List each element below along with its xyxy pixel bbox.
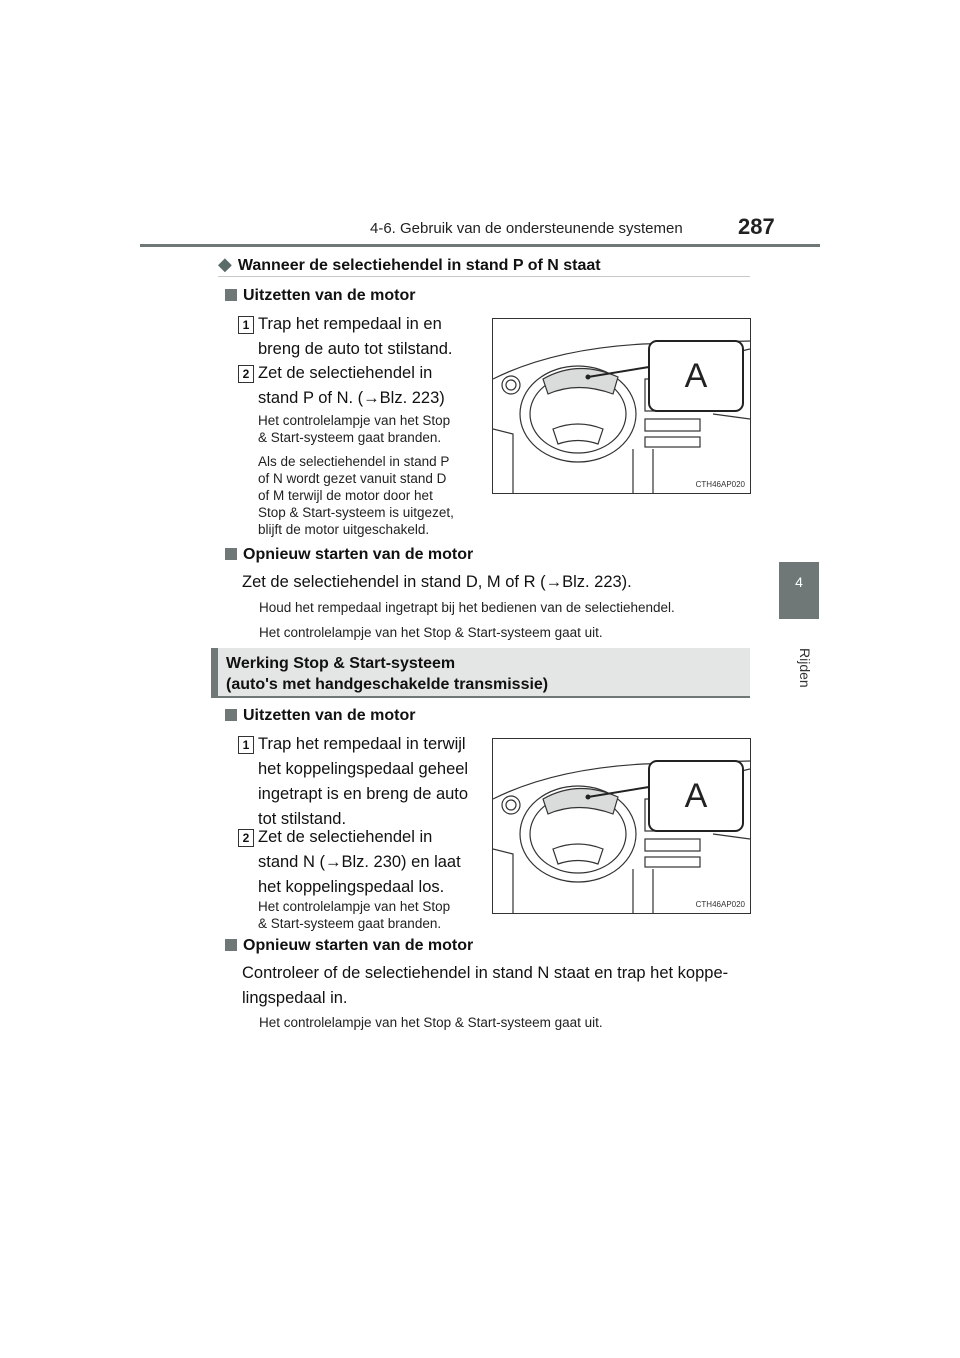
section-banner-title: Werking Stop & Start-systeem (auto's met handgeschakelde transmissie) xyxy=(226,655,549,693)
banner-rule xyxy=(211,696,750,698)
square-bullet-icon xyxy=(225,709,237,721)
figure-code: CTH46AP020 xyxy=(695,480,745,489)
step-1-text: Trap het rempedaal in terwijl het koppelingspedaal geheel ingetrapt is en breng de auto tot stilstand. xyxy=(258,735,469,828)
chapter-tab[interactable]: 4 xyxy=(779,562,819,619)
note: Houd het rempedaal ingetrapt bij het bedienen van de selectiehendel. xyxy=(259,600,675,615)
section-heading: ◆ Wanneer de selectiehendel in stand P of N staat xyxy=(218,254,601,274)
dashboard-illustration xyxy=(493,319,750,493)
callout-label: A xyxy=(684,357,708,395)
subheading-restart-engine: Opnieuw starten van de motor xyxy=(225,546,473,564)
figure-dashboard-2 xyxy=(492,738,751,914)
step-number-2: 2 xyxy=(238,365,254,383)
square-bullet-icon xyxy=(225,289,237,301)
page-number: 287 xyxy=(738,214,775,239)
restart-instruction: Controleer of de selectiehendel in stand N staat en trap het koppe- lingspedaal in. xyxy=(242,964,729,1007)
square-bullet-icon xyxy=(225,939,237,951)
step-number-1: 1 xyxy=(238,316,254,334)
figure-dashboard-1 xyxy=(492,318,751,494)
diamond-bullet-icon: ◆ xyxy=(218,254,232,274)
step-1-text: Trap het rempedaal in en breng de auto tot stilstand. xyxy=(258,315,453,358)
running-header: 4-6. Gebruik van de ondersteunende systemen xyxy=(370,220,683,237)
note: Het controlelampje van het Stop & Start-systeem gaat uit. xyxy=(259,625,603,640)
header-rule xyxy=(140,244,820,247)
step-number-1: 1 xyxy=(238,736,254,754)
step-number-2: 2 xyxy=(238,829,254,847)
note: Als de selectiehendel in stand P of N wordt gezet vanuit stand D of M terwijl de motor door het Stop & Start-systeem is uitgezet, blijft de motor uitgeschakeld. xyxy=(258,454,454,537)
dashboard-illustration xyxy=(493,739,750,913)
chapter-label: Rijden xyxy=(797,648,813,688)
subheading-stop-engine: Uitzetten van de motor xyxy=(225,707,415,725)
figure-code: CTH46AP020 xyxy=(695,900,745,909)
note: Het controlelampje van het Stop & Start-systeem gaat branden. xyxy=(258,899,451,931)
note: Het controlelampje van het Stop & Start-systeem gaat branden. xyxy=(258,413,451,445)
heading-rule xyxy=(218,276,750,277)
subheading-stop-engine: Uitzetten van de motor xyxy=(225,287,415,305)
square-bullet-icon xyxy=(225,548,237,560)
subheading-restart-engine: Opnieuw starten van de motor xyxy=(225,937,473,955)
note: Het controlelampje van het Stop & Start-systeem gaat uit. xyxy=(259,1015,603,1030)
step-2-text: Zet de selectiehendel in stand N (→Blz. 230) en laat het koppelingspedaal los. xyxy=(258,828,461,896)
step-2-text: Zet de selectiehendel in stand P of N. (→Blz. 223) xyxy=(258,364,445,407)
restart-instruction: Zet de selectiehendel in stand D, M of R (→Blz. 223). xyxy=(242,573,632,591)
callout-label: A xyxy=(684,777,708,815)
banner-accent-bar xyxy=(211,648,218,696)
